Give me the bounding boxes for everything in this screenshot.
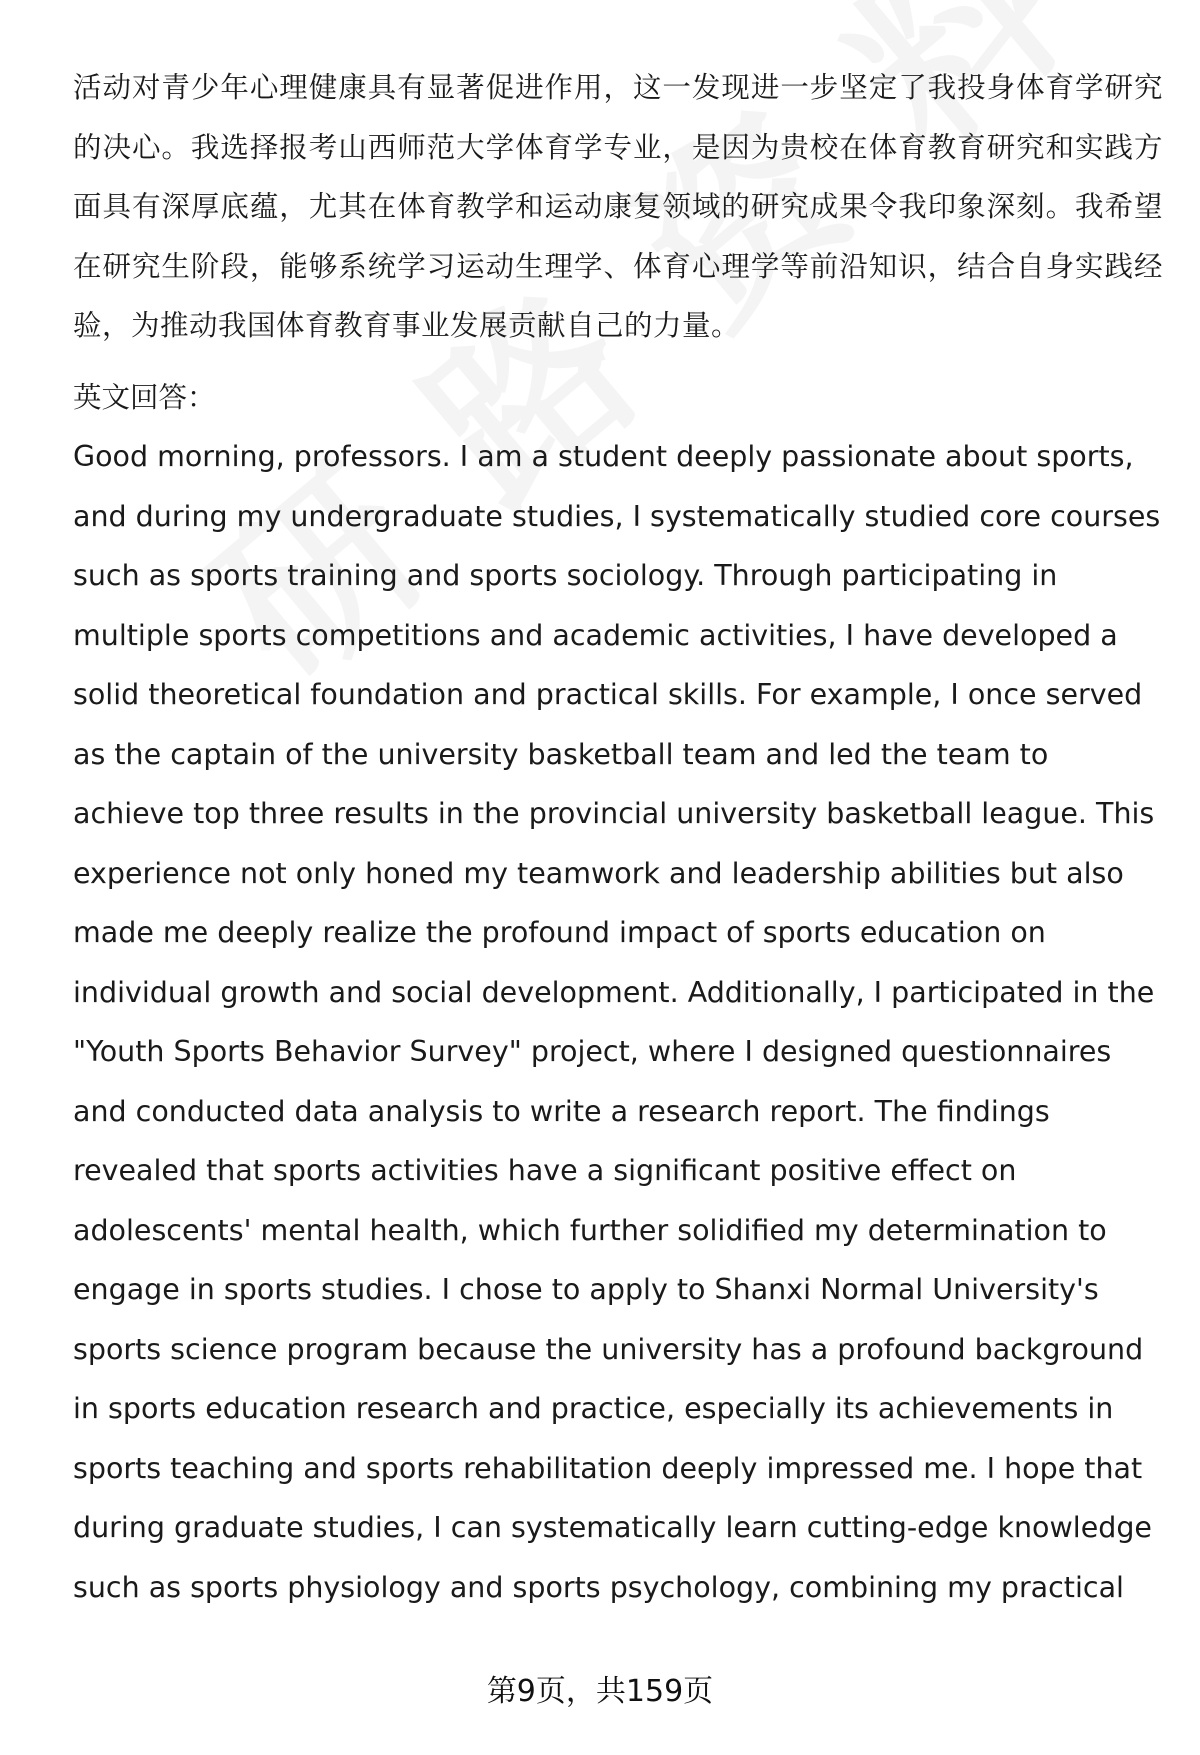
english-answer-label: 英文回答：: [73, 380, 216, 414]
english-answer-paragraph: Good morning, professors. I am a student deeply passionate about sports, and during my undergraduate studies, I systematically studied core courses such as sports training and sports sociology. Through participating in multiple sports competitions and academic activities, I have developed a solid theoretical foundation and practical skills. For example, I once served as the captain of the university basketball team and led the team to achieve top three results in the provincial university basketball league. This experience not only honed my teamwork and leadership abilities but also made me deeply realize the profound impact of sports education on individual growth and social development. Additionally, I participated in the "Youth Sports Behavior Survey" project, where I designed questionnaires and conducted data analysis to write a research report. The findings revealed that sports activities have a significant positive effect on adolescents' mental health, which further solidified my determination to engage in sports studies. I chose to apply to Shanxi Normal University's sports science program because the university has a profound background in sports education research and practice, especially its achievements in sports teaching and sports rehabilitation deeply impressed me. I hope that during graduate studies, I can systematically learn cutting-edge knowledge such as sports physiology and sports psychology, combining my practical: [73, 440, 1161, 1604]
page-number-footer: 第9页，共159页: [486, 1674, 714, 1709]
chinese-answer-paragraph: 活动对青少年心理健康具有显著促进作用，这一发现进一步坚定了我投身体育学研究的决心。我选择报考山西师范大学体育学专业，是因为贵校在体育教育研究和实践方面具有深厚底蕴，尤其在体育教学和运动康复领域的研究成果令我印象深刻。我希望在研究生阶段，能够系统学习运动生理学、体育心理学等前沿知识，结合自身实践经验，为推动我国体育教育事业发展贡献自己的力量。: [73, 71, 1163, 342]
page-content: [73, 58, 1163, 1617]
